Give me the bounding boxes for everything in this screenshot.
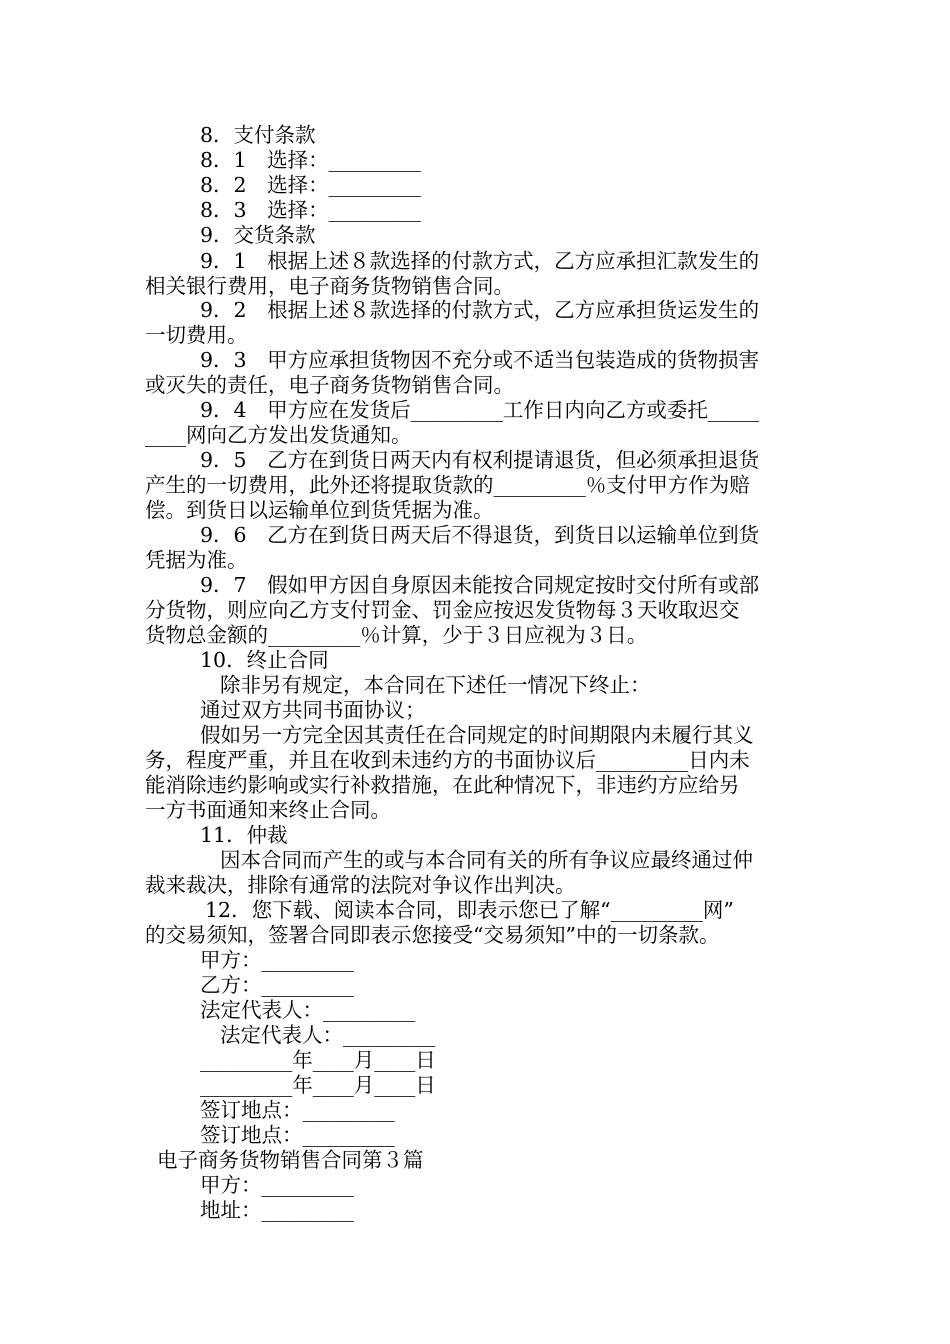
termination-item-2-line-2: 务，程度严重，并且在收到未违约方的书面协议后_________日内未 bbox=[145, 748, 750, 772]
clause-8-1: 8．1 选择：_________ bbox=[200, 148, 421, 172]
signing-place-2: 签订地点：_________ bbox=[200, 1123, 395, 1147]
clause-9-3-line-1: 9．3 甲方应承担货物因不充分或不适当包装造成的货物损害 bbox=[200, 348, 760, 372]
section-heading-termination: 10．终止合同 bbox=[200, 648, 329, 672]
clause-12-line-2: 的交易须知，签署合同即表示您接受“交易须知”中的一切条款。 bbox=[145, 923, 720, 947]
arbitration-line-2: 裁来裁决，排除有通常的法院对争议作出判决。 bbox=[145, 873, 576, 897]
clause-9-7-line-3: 货物总金额的_________％计算，少于３日应视为３日。 bbox=[145, 623, 648, 647]
clause-9-2-line-1: 9．2 根据上述８款选择的付款方式，乙方应承担货运发生的 bbox=[200, 298, 760, 322]
clause-9-4-line-2: ____网向乙方发出发货通知。 bbox=[145, 423, 412, 447]
clause-9-4-line-1: 9．4 甲方应在发货后_________工作日内向乙方或委托_____ bbox=[200, 398, 760, 422]
termination-item-2-line-1: 假如另一方完全因其责任在合同规定的时间期限内未履行其义 bbox=[200, 723, 754, 747]
clause-9-5-line-3: 偿。到货日以运输单位到货凭据为准。 bbox=[145, 498, 494, 522]
clause-8-2: 8．2 选择：_________ bbox=[200, 173, 421, 197]
clause-9-1-line-1: 9．1 根据上述８款选择的付款方式，乙方应承担汇款发生的 bbox=[200, 249, 760, 273]
next-party-a: 甲方：_________ bbox=[200, 1173, 354, 1197]
clause-9-5-line-2: 产生的一切费用，此外还将提取货款的_________％支付甲方作为赔 bbox=[145, 473, 750, 497]
signature-legal-rep-1: 法定代表人：_________ bbox=[200, 998, 416, 1022]
signature-legal-rep-2: 法定代表人：_________ bbox=[220, 1023, 436, 1047]
clause-9-6-line-1: 9．6 乙方在到货日两天后不得退货，到货日以运输单位到货 bbox=[200, 523, 760, 547]
clause-8-3: 8．3 选择：_________ bbox=[200, 198, 421, 222]
signature-date-1: _________年____月____日 bbox=[200, 1048, 436, 1072]
clause-12-line-1: 12．您下载、阅读本合同，即表示您已了解“_________网” bbox=[205, 898, 734, 922]
section-heading-payment: 8．支付条款 bbox=[200, 123, 316, 147]
clause-9-7-line-1: 9．7 假如甲方因自身原因未能按合同规定按时交付所有或部 bbox=[200, 573, 760, 597]
termination-item-2-line-3: 能消除违约影响或实行补救措施，在此种情况下，非违约方应给另 bbox=[145, 773, 740, 797]
next-contract-title: 电子商务货物销售合同第３篇 bbox=[157, 1148, 424, 1172]
termination-item-1: 通过双方共同书面协议； bbox=[200, 698, 426, 722]
arbitration-line-1: 因本合同而产生的或与本合同有关的所有争议应最终通过仲 bbox=[220, 848, 753, 872]
section-heading-delivery: 9．交货条款 bbox=[200, 223, 316, 247]
clause-9-6-line-2: 凭据为准。 bbox=[145, 548, 248, 572]
termination-item-2-line-4: 一方书面通知来终止合同。 bbox=[145, 798, 391, 822]
signature-party-a: 甲方：_________ bbox=[200, 948, 354, 972]
next-address: 地址：_________ bbox=[200, 1198, 354, 1222]
signing-place-1: 签订地点：_________ bbox=[200, 1098, 395, 1122]
clause-9-3-line-2: 或灭失的责任，电子商务货物销售合同。 bbox=[145, 373, 514, 397]
clause-9-7-line-2: 分货物，则应向乙方支付罚金、罚金应按迟发货物每３天收取迟交 bbox=[145, 598, 740, 622]
clause-9-2-line-2: 一切费用。 bbox=[145, 323, 248, 347]
termination-intro: 除非另有规定，本合同在下述任一情况下终止： bbox=[220, 673, 651, 697]
signature-date-2: _________年____月____日 bbox=[200, 1073, 436, 1097]
signature-party-b: 乙方：_________ bbox=[200, 973, 354, 997]
clause-9-5-line-1: 9．5 乙方在到货日两天内有权利提请退货，但必须承担退货 bbox=[200, 448, 760, 472]
clause-9-1-line-2: 相关银行费用，电子商务货物销售合同。 bbox=[145, 274, 514, 298]
section-heading-arbitration: 11．仲裁 bbox=[200, 823, 288, 847]
